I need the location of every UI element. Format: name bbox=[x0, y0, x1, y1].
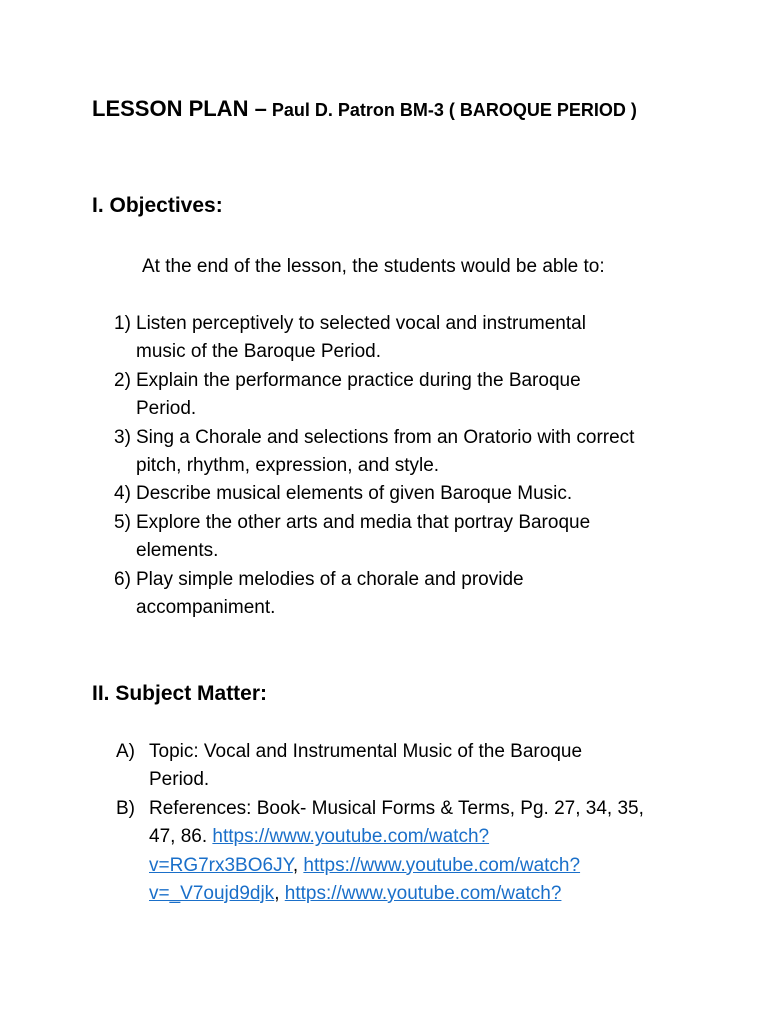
list-item-text: pitch, rhythm, expression, and style. bbox=[136, 455, 440, 477]
list-item-text: accompaniment. bbox=[136, 597, 276, 619]
separator: , bbox=[292, 854, 304, 876]
list-item-text: Describe musical elements of given Baroque Music. bbox=[136, 483, 573, 505]
list-item-text: Listen perceptively to selected vocal and instrumental bbox=[136, 313, 586, 334]
list-item bbox=[114, 424, 634, 481]
separator: , bbox=[274, 883, 285, 905]
objectives-list bbox=[114, 310, 634, 622]
youtube-link-1[interactable]: https://www.youtube.com/watch? bbox=[212, 826, 490, 848]
subject-matter-list bbox=[116, 738, 644, 908]
references-line-3 bbox=[149, 852, 644, 880]
list-marker: 2) bbox=[114, 369, 131, 391]
youtube-link-1[interactable]: v=RG7rx3BO6JY bbox=[149, 854, 293, 876]
topic-text: Topic: Vocal and Instrumental Music of the Baroque bbox=[149, 741, 583, 762]
list-item-text: elements. bbox=[136, 540, 219, 562]
list-item bbox=[116, 795, 644, 909]
list-marker: 3) bbox=[114, 426, 131, 448]
list-item-text: Play simple melodies of a chorale and provide bbox=[136, 568, 524, 590]
youtube-link-3[interactable]: https://www.youtube.com/watch? bbox=[284, 883, 562, 905]
list-item-text: Period. bbox=[136, 398, 197, 420]
references-line-2 bbox=[149, 823, 644, 851]
youtube-link-2[interactable]: v=_V7oujd9djk bbox=[149, 883, 275, 905]
list-item bbox=[116, 738, 644, 795]
references-line-4 bbox=[149, 880, 644, 908]
subject-matter-heading: II. Subject Matter: bbox=[92, 682, 268, 705]
list-marker: 6) bbox=[114, 568, 131, 590]
title-main: LESSON PLAN – bbox=[92, 96, 267, 121]
list-marker: 4) bbox=[114, 483, 131, 505]
lesson-plan-title bbox=[92, 96, 637, 122]
list-item-text: Explain the performance practice during the Baroque bbox=[136, 369, 581, 391]
list-marker: 1) bbox=[114, 313, 131, 334]
objectives-intro: At the end of the lesson, the students would be able to: bbox=[142, 256, 605, 277]
list-item bbox=[114, 367, 634, 424]
list-marker: 5) bbox=[114, 511, 131, 533]
list-item-text: Explore the other arts and media that portray Baroque bbox=[136, 511, 591, 533]
title-subtitle: Paul D. Patron BM-3 ( BAROQUE PERIOD ) bbox=[266, 100, 637, 120]
list-item-text: Sing a Chorale and selections from an Oratorio with correct bbox=[136, 426, 635, 448]
list-marker: B) bbox=[116, 797, 135, 819]
topic-text: Period. bbox=[149, 769, 210, 791]
list-marker: A) bbox=[116, 741, 135, 762]
list-item bbox=[114, 566, 634, 623]
list-item-text: music of the Baroque Period. bbox=[136, 341, 382, 363]
objectives-heading: I. Objectives: bbox=[92, 194, 223, 217]
list-item bbox=[114, 509, 634, 566]
references-text: 47, 86. bbox=[149, 826, 213, 848]
references-text: References: Book- Musical Forms & Terms, Pg. 27, 34, 35, bbox=[149, 797, 644, 819]
youtube-link-2[interactable]: https://www.youtube.com/watch? bbox=[303, 854, 581, 876]
list-item bbox=[114, 480, 634, 508]
list-item bbox=[114, 310, 634, 367]
